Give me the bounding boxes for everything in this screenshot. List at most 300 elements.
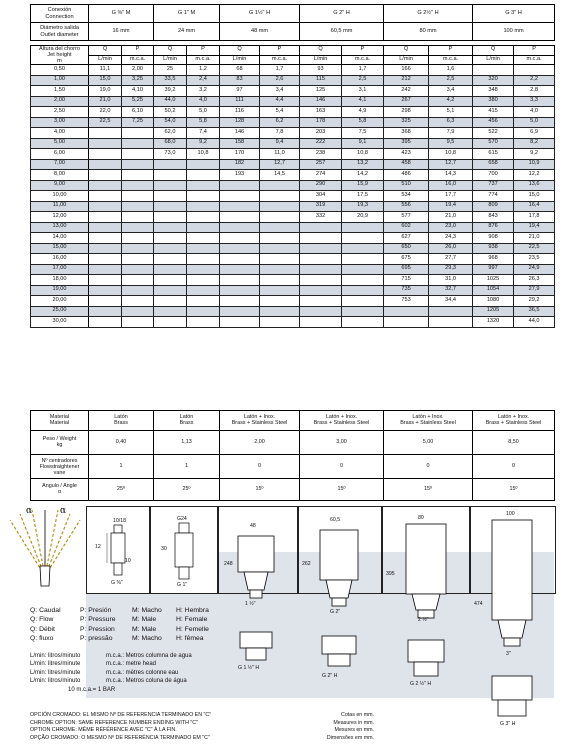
pressure-cell	[122, 180, 154, 191]
d1-mid: 10	[125, 558, 131, 564]
legend-row-pt	[30, 634, 209, 643]
material-6: Latón + Inox. Brass + Stainless Steel	[473, 411, 555, 431]
angle-label: Angulo / Angle α	[31, 479, 89, 501]
flow-cell: 274	[300, 170, 342, 181]
flow-cell	[300, 243, 342, 254]
flow-cell: 1320	[473, 317, 514, 328]
flow-cell: 203	[300, 128, 342, 139]
p-unit-header: m.c.a.	[342, 55, 384, 65]
pressure-cell: 19,4	[514, 222, 555, 233]
table-row	[31, 233, 555, 244]
d1-top: 10/18	[113, 518, 126, 524]
material-label: Material Material	[31, 411, 89, 431]
legend-q-en: Q: Flow	[30, 616, 54, 624]
nozzle-g212-drawing	[382, 506, 468, 694]
flow-cell	[300, 296, 342, 307]
connection-5: G 2½" H	[384, 5, 473, 23]
d5-bot: 2 ½"	[418, 617, 429, 623]
d3-bot2: G 1 ½" H	[238, 665, 260, 671]
flow-cell: 510	[384, 180, 429, 191]
units-legend	[30, 652, 192, 694]
flow-cell: 715	[384, 275, 429, 286]
jet-height-cell: 5,00	[31, 138, 89, 149]
jet-height-cell: 16,00	[31, 254, 89, 265]
diameter-label: Diámetro salida Outlet diameter	[31, 23, 89, 41]
pressure-cell	[514, 65, 555, 76]
pressure-cell: 2,2	[514, 75, 555, 86]
flow-cell	[89, 201, 122, 212]
pressure-cell: 2,8	[514, 86, 555, 97]
legend	[30, 606, 209, 644]
spray-angle-diagram	[4, 504, 86, 588]
flow-cell: 242	[384, 86, 429, 97]
diameter-row	[31, 23, 555, 41]
flow-cell: 93	[300, 65, 342, 76]
unit-lmin-pt: L/min: litros/minuto	[30, 678, 81, 685]
flow-cell: 170	[220, 149, 260, 160]
pressure-cell: 34,4	[429, 296, 473, 307]
angle-1: 25º	[89, 479, 154, 501]
jet-height-cell: 2,00	[31, 96, 89, 107]
weight-3: 2,00	[220, 431, 300, 455]
flow-cell: 876	[473, 222, 514, 233]
flow-cell: 348	[473, 86, 514, 97]
table-row	[31, 201, 555, 212]
flow-cell: 415	[473, 107, 514, 118]
flow-cell: 304	[300, 191, 342, 202]
flow-cell	[154, 222, 187, 233]
jet-height-cell: 2,50	[31, 107, 89, 118]
flow-cell: 968	[473, 254, 514, 265]
pressure-cell	[429, 306, 473, 317]
jet-height-cell: 1,00	[31, 75, 89, 86]
pressure-cell: 2,00	[122, 65, 154, 76]
table-row	[31, 264, 555, 275]
jet-height-cell: 14,00	[31, 233, 89, 244]
weight-6: 8,50	[473, 431, 555, 455]
flow-cell: 238	[300, 149, 342, 160]
pressure-cell	[342, 317, 384, 328]
pressure-cell: 12,2	[514, 170, 555, 181]
p-header: P	[342, 46, 384, 56]
pressure-cell	[342, 306, 384, 317]
pressure-cell	[342, 243, 384, 254]
pressure-cell	[187, 275, 220, 286]
flow-cell: 19,0	[89, 86, 122, 97]
legend-m-es: M: Macho	[132, 607, 162, 614]
flow-cell: 809	[473, 201, 514, 212]
pressure-cell: 3,3	[514, 96, 555, 107]
legend-q-pt: Q: fluxo	[30, 635, 54, 643]
legend-row-es	[30, 606, 209, 615]
pressure-cell	[260, 191, 300, 202]
p-header: P	[260, 46, 300, 56]
pressure-cell	[260, 243, 300, 254]
unit-mca-fr: m.c.a.: mètres colonne eau	[106, 669, 179, 676]
flow-cell	[154, 233, 187, 244]
table-row	[31, 149, 555, 160]
pressure-cell	[260, 285, 300, 296]
pressure-cell: 29,3	[429, 264, 473, 275]
pressure-cell: 7,9	[429, 128, 473, 139]
q-header: Q	[154, 46, 187, 56]
d1-bot: G ⅜"	[111, 580, 123, 586]
pressure-cell	[122, 149, 154, 160]
pressure-cell	[187, 264, 220, 275]
pressure-cell	[187, 254, 220, 265]
angle-row	[31, 479, 555, 501]
legend-h-en: H: Female	[176, 616, 208, 624]
pressure-cell: 4,0	[187, 96, 220, 107]
flow-cell: 39,2	[154, 86, 187, 97]
d5-top: 80	[418, 515, 424, 521]
q-header: Q	[220, 46, 260, 56]
pressure-cell: 4,10	[122, 86, 154, 97]
pressure-cell: 31,0	[429, 275, 473, 286]
pressure-cell	[260, 180, 300, 191]
diameter-2: 24 mm	[154, 23, 220, 41]
flow-cell: 158	[220, 138, 260, 149]
bar-conversion: 10 m.c.a.= 1 BAR	[68, 686, 116, 693]
pressure-cell: 5,25	[122, 96, 154, 107]
flow-cell: 178	[300, 117, 342, 128]
flow-cell: 298	[384, 107, 429, 118]
weight-1: 0,40	[89, 431, 154, 455]
pressure-cell: 20,9	[342, 212, 384, 223]
p-header: P	[514, 46, 555, 56]
flow-cell: 319	[300, 201, 342, 212]
pressure-cell: 3,4	[260, 86, 300, 97]
flow-cell: 380	[473, 96, 514, 107]
flow-cell	[220, 180, 260, 191]
vanes-1: 1	[89, 455, 154, 479]
nozzle-g2-drawing	[298, 506, 380, 694]
connection-4: G 2" H	[300, 5, 384, 23]
pressure-cell: 17,5	[342, 191, 384, 202]
flow-cell: 222	[300, 138, 342, 149]
vanes-2: 1	[154, 455, 220, 479]
pressure-cell: 26,3	[514, 275, 555, 286]
flow-cell: 650	[384, 243, 429, 254]
flow-cell: 843	[473, 212, 514, 223]
q-unit-header: L/min	[473, 55, 514, 65]
weight-5: 5,00	[384, 431, 473, 455]
table-row	[31, 65, 555, 76]
flow-cell	[89, 138, 122, 149]
dimensions-note	[322, 712, 374, 742]
pressure-cell: 27,9	[514, 285, 555, 296]
pressure-cell	[260, 275, 300, 286]
table-row	[31, 170, 555, 181]
pressure-cell: 4,9	[342, 107, 384, 118]
angle-4: 15º	[300, 479, 384, 501]
unit-lmin-en: L/min: litres/minute	[30, 661, 81, 668]
q-header: Q	[300, 46, 342, 56]
flow-cell	[89, 243, 122, 254]
flow-cell: 111	[220, 96, 260, 107]
units-row	[31, 55, 555, 65]
table-row	[31, 317, 555, 328]
table-row	[31, 285, 555, 296]
q-unit-header: L/min	[89, 55, 122, 65]
chrome-option-pt: OPÇÃO CROMADO: O MESMO Nº DE REFERÊNCIA TERMINADO EM "C"	[30, 734, 210, 741]
angle-3: 15º	[220, 479, 300, 501]
flow-cell: 570	[473, 138, 514, 149]
flow-cell	[384, 306, 429, 317]
flow-cell: 753	[384, 296, 429, 307]
flow-cell: 22,5	[89, 117, 122, 128]
flow-cell: 128	[220, 117, 260, 128]
pressure-cell: 19,3	[342, 201, 384, 212]
p-unit-header: m.c.a.	[429, 55, 473, 65]
flow-cell	[154, 254, 187, 265]
pressure-cell: 5,0	[514, 117, 555, 128]
pressure-cell: 3,25	[122, 75, 154, 86]
flow-cell: 54,0	[154, 117, 187, 128]
pressure-cell: 10,8	[187, 149, 220, 160]
pressure-cell: 10,8	[342, 149, 384, 160]
vanes-5: 0	[384, 455, 473, 479]
pressure-cell: 22,5	[514, 243, 555, 254]
flow-cell	[89, 128, 122, 139]
flow-cell	[220, 285, 260, 296]
flow-cell: 193	[220, 170, 260, 181]
pressure-cell	[187, 222, 220, 233]
jet-height-cell: 13,00	[31, 222, 89, 233]
flow-cell: 146	[220, 128, 260, 139]
table-row	[31, 191, 555, 202]
pressure-cell: 17,7	[429, 191, 473, 202]
flow-cell: 737	[473, 180, 514, 191]
pressure-cell: 6,3	[429, 117, 473, 128]
pressure-cell	[260, 306, 300, 317]
weight-2: 1,13	[154, 431, 220, 455]
diameter-6: 100 mm	[473, 23, 555, 41]
flow-cell	[89, 306, 122, 317]
flow-cell: 212	[384, 75, 429, 86]
pressure-cell: 23,0	[429, 222, 473, 233]
flow-cell: 423	[384, 149, 429, 160]
pressure-cell	[187, 306, 220, 317]
pressure-cell	[122, 191, 154, 202]
vanes-3: 0	[220, 455, 300, 479]
q-unit-header: L/min	[154, 55, 187, 65]
pressure-cell: 14,5	[260, 170, 300, 181]
legend-h-pt: H: fêmea	[176, 635, 204, 643]
flow-cell	[300, 233, 342, 244]
pressure-cell	[429, 317, 473, 328]
angle-2: 25º	[154, 479, 220, 501]
flow-cell: 1025	[473, 275, 514, 286]
flow-cell	[300, 275, 342, 286]
pressure-cell	[122, 170, 154, 181]
d2-top: G24	[177, 516, 187, 522]
flow-cell: 44,0	[154, 96, 187, 107]
pressure-cell	[122, 222, 154, 233]
flow-cell: 556	[384, 201, 429, 212]
flow-cell	[300, 317, 342, 328]
pressure-cell	[122, 138, 154, 149]
vanes-4: 0	[300, 455, 384, 479]
flow-cell	[89, 233, 122, 244]
flow-cell: 1080	[473, 296, 514, 307]
table-row	[31, 96, 555, 107]
jet-height-cell: 4,00	[31, 128, 89, 139]
q-header: Q	[89, 46, 122, 56]
pressure-cell: 44,0	[514, 317, 555, 328]
legend-p-es: P: Presión	[80, 607, 112, 614]
pressure-cell: 8,2	[514, 138, 555, 149]
pressure-cell	[187, 317, 220, 328]
legend-p-fr: P: Pression	[80, 625, 115, 633]
flow-cell	[384, 317, 429, 328]
table-row	[31, 107, 555, 118]
flow-cell	[220, 243, 260, 254]
table-row	[31, 243, 555, 254]
pressure-cell	[260, 233, 300, 244]
pressure-cell: 9,4	[260, 138, 300, 149]
q-unit-header: L/min	[220, 55, 260, 65]
jet-height-cell: 11,00	[31, 201, 89, 212]
flow-cell	[300, 222, 342, 233]
weight-row	[31, 431, 555, 455]
pressure-cell	[187, 159, 220, 170]
chrome-option-en: CHROME OPTION: SAME REFERENCE NUMBER ENDING WITH "C"	[30, 719, 198, 726]
pressure-cell: 27,7	[429, 254, 473, 265]
weight-label: Peso / Weight kg	[31, 431, 89, 455]
diameter-3: 48 mm	[220, 23, 300, 41]
table-row	[31, 222, 555, 233]
pressure-cell: 9,2	[187, 138, 220, 149]
pressure-cell: 16,0	[429, 180, 473, 191]
pressure-cell	[122, 296, 154, 307]
flow-cell	[154, 159, 187, 170]
pressure-cell	[260, 317, 300, 328]
p-unit-header: m.c.a.	[260, 55, 300, 65]
flow-cell: 115	[300, 75, 342, 86]
weight-4: 3,00	[300, 431, 384, 455]
pressure-cell: 3,2	[187, 86, 220, 97]
flow-cell	[300, 254, 342, 265]
pressure-cell	[122, 275, 154, 286]
pressure-cell: 7,5	[342, 128, 384, 139]
flow-cell	[89, 191, 122, 202]
flow-cell	[154, 275, 187, 286]
pressure-cell: 9,5	[429, 138, 473, 149]
flow-cell	[220, 233, 260, 244]
unit-mca-en: m.c.a.: metre head	[106, 661, 157, 668]
jet-height-cell: 17,00	[31, 264, 89, 275]
flow-cell: 627	[384, 233, 429, 244]
p-unit-header: m.c.a.	[187, 55, 220, 65]
flow-cell: 395	[384, 138, 429, 149]
d2-side: 30	[161, 546, 167, 552]
flow-cell	[154, 306, 187, 317]
p-header: P	[187, 46, 220, 56]
flow-cell: 163	[300, 107, 342, 118]
pressure-cell: 26,0	[429, 243, 473, 254]
flow-cell: 908	[473, 233, 514, 244]
jet-height-cell: 3,00	[31, 117, 89, 128]
material-4: Latón + Inox. Brass + Stainless Steel	[300, 411, 384, 431]
subheader-row	[31, 46, 555, 56]
flow-cell: 73,0	[154, 149, 187, 160]
flow-cell	[220, 296, 260, 307]
d4-side: 262	[302, 561, 311, 567]
legend-m-fr: M: Male	[132, 625, 157, 633]
pressure-cell	[187, 201, 220, 212]
flow-cell	[89, 170, 122, 181]
d6-bot: 3"	[506, 651, 511, 657]
pressure-cell: 17,8	[514, 212, 555, 223]
connection-6: G 3" H	[473, 5, 555, 23]
flow-cell: 11,1	[89, 65, 122, 76]
pressure-cell: 1,7	[260, 65, 300, 76]
pressure-cell: 2,5	[342, 75, 384, 86]
pressure-cell	[187, 170, 220, 181]
table-row	[31, 306, 555, 317]
pressure-cell: 15,0	[514, 191, 555, 202]
pressure-cell: 5,8	[342, 117, 384, 128]
pressure-cell: 14,2	[342, 170, 384, 181]
flow-cell	[89, 317, 122, 328]
flow-cell: 68	[220, 65, 260, 76]
pressure-cell: 23,5	[514, 254, 555, 265]
jet-height-cell: 9,00	[31, 180, 89, 191]
pressure-cell: 10,9	[514, 159, 555, 170]
connection-label: Conexión Connection	[31, 5, 89, 23]
pressure-cell	[260, 254, 300, 265]
table-row	[31, 275, 555, 286]
jet-height-cell: 30,00	[31, 317, 89, 328]
legend-row-fr	[30, 625, 209, 634]
flow-cell: 97	[220, 86, 260, 97]
d5-side: 395	[386, 571, 395, 577]
pressure-cell	[122, 285, 154, 296]
pressure-cell	[187, 296, 220, 307]
pressure-cell: 24,9	[514, 264, 555, 275]
diameter-5: 80 mm	[384, 23, 473, 41]
flow-cell	[89, 149, 122, 160]
flow-cell: 21,0	[89, 96, 122, 107]
flow-cell: 615	[473, 149, 514, 160]
pressure-cell	[260, 296, 300, 307]
legend-p-en: P: Pressure	[80, 616, 116, 624]
d2-bot: G 1"	[177, 582, 188, 588]
pressure-cell	[260, 201, 300, 212]
flow-cell	[154, 212, 187, 223]
flow-cell: 486	[384, 170, 429, 181]
jet-height-cell: 12,00	[31, 212, 89, 223]
d6-bot2: G 3" H	[500, 721, 516, 727]
pressure-cell: 2,4	[187, 75, 220, 86]
d3-top: 48	[250, 523, 256, 529]
connection-2: G 1" M	[154, 5, 220, 23]
flow-cell: 675	[384, 254, 429, 265]
connection-1: G ⅜" M	[89, 5, 154, 23]
table-row	[31, 296, 555, 307]
flow-cell	[220, 222, 260, 233]
table-row	[31, 180, 555, 191]
table-row	[31, 254, 555, 265]
flow-cell	[89, 264, 122, 275]
pressure-cell: 3,4	[429, 86, 473, 97]
pressure-cell: 2,6	[260, 75, 300, 86]
d3-bot: 1 ½"	[245, 601, 256, 607]
d4-bot2: G 2" H	[322, 673, 338, 679]
material-row	[31, 411, 555, 431]
material-2: Latón Brass	[154, 411, 220, 431]
